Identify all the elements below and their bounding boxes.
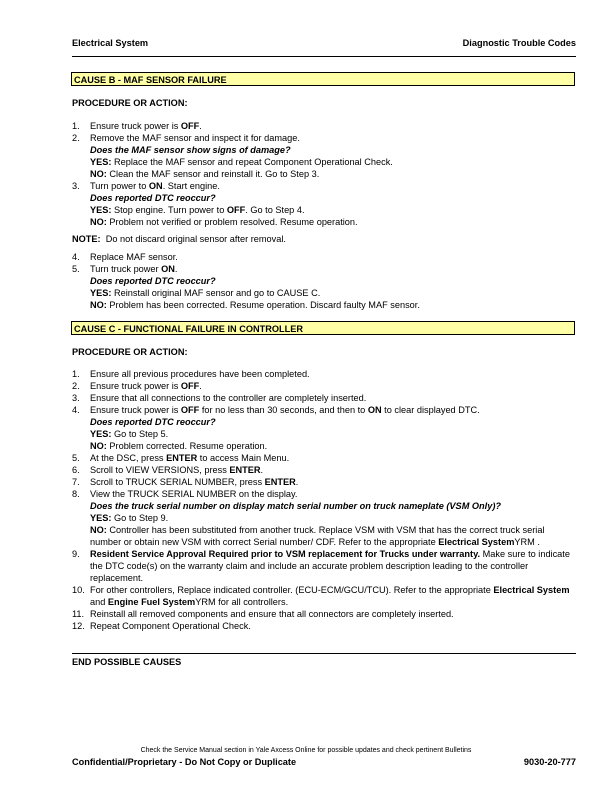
header-section-title: Electrical System <box>72 38 149 48</box>
step-number: 9. <box>72 549 80 559</box>
footer-check-note: Check the Service Manual section in Yale Axcess Online for possible updates and check pertinent Bulletins <box>140 747 472 754</box>
end-possible-causes: END POSSIBLE CAUSES <box>72 657 182 667</box>
list-item: 9. Resident Service Approval Required prior to VSM replacement for Trucks under warranty. Make sure to indicate the DTC code(s) on the warranty claim and include an accurate problem description leading to the controller replacement. <box>72 549 570 583</box>
step-question: Does reported DTC reoccur? <box>90 193 216 203</box>
footer-page-number: 9030-20-777 <box>523 757 576 767</box>
cause-b-procedure-heading: PROCEDURE OR ACTION: <box>72 98 188 108</box>
step-number: 1. <box>72 369 80 379</box>
step-number: 5. <box>72 264 80 274</box>
list-item: 11. Reinstall all removed components and ensure that all connectors are completely inserted. <box>72 609 454 619</box>
cause-b-title: CAUSE B - MAF SENSOR FAILURE <box>71 72 575 86</box>
cause-b-steps-1 <box>72 120 582 228</box>
cause-b-steps-2 <box>72 251 582 311</box>
step-number: 7. <box>72 477 80 487</box>
end-divider <box>72 653 576 654</box>
cause-b-note: NOTE: Do not discard original sensor after removal. <box>72 234 286 244</box>
list-item: 3. Ensure that all connections to the controller are completely inserted. <box>72 393 367 403</box>
step-number: 2. <box>72 133 80 143</box>
header-document-title: Diagnostic Trouble Codes <box>462 38 576 48</box>
list-item: 5. Turn truck power ON. Does reported DTC reoccur? YES: Reinstall original MAF sensor and go to CAUSE C. NO: Problem has been corrected. Resume operation. Discard faulty MAF sensor. <box>72 263 582 311</box>
step-number: 4. <box>72 252 80 262</box>
cause-c-steps <box>72 368 582 632</box>
list-item: 8. View the TRUCK SERIAL NUMBER on the display. Does the truck serial number on display match serial number on truck nameplate (VSM Only)? YES: Go to Step 9. NO: Controller has been substituted from another truck. Replace VSM with VSM that has the correct truck serial number or obtain new VSM with correct Serial number/ CDF. Refer to the appropriate Electrical SystemYRM . <box>72 488 582 548</box>
step-question: Does the MAF sensor show signs of damage? <box>90 145 291 155</box>
header-divider <box>72 56 576 57</box>
list-item: 12. Repeat Component Operational Check. <box>72 621 251 631</box>
list-item: 6. Scroll to VIEW VERSIONS, press ENTER. <box>72 465 264 475</box>
cause-c-procedure-heading: PROCEDURE OR ACTION: <box>72 347 188 357</box>
list-item: 1. Ensure truck power is OFF. <box>72 121 202 131</box>
step-number: 11. <box>72 609 85 619</box>
step-number: 10. <box>72 585 85 595</box>
step-number: 12. <box>72 621 85 631</box>
step-number: 4. <box>72 405 80 415</box>
step-number: 2. <box>72 381 80 391</box>
step-question: Does the truck serial number on display match serial number on truck nameplate (VSM Only)? <box>90 501 501 511</box>
footer-confidential: Confidential/Proprietary - Do Not Copy or Duplicate <box>72 757 297 767</box>
step-number: 5. <box>72 453 80 463</box>
step-question: Does reported DTC reoccur? <box>90 276 216 286</box>
list-item: 10. For other controllers, Replace indicated controller. (ECU-ECM/GCU/TCU). Refer to the appropriate Electrical System and Engine Fuel SystemYRM for all controllers. <box>72 585 570 607</box>
cause-c-title: CAUSE C - FUNCTIONAL FAILURE IN CONTROLLER <box>71 321 575 335</box>
step-number: 8. <box>72 489 80 499</box>
list-item: 4. Ensure truck power is OFF for no less than 30 seconds, and then to ON to clear displayed DTC. Does reported DTC reoccur? YES: Go to Step 5. NO: Problem corrected. Resume operation. <box>72 404 582 452</box>
step-number: 3. <box>72 181 80 191</box>
list-item: 3. Turn power to ON. Start engine. Does reported DTC reoccur? YES: Stop engine. Turn power to OFF. Go to Step 4. NO: Problem not verified or problem resolved. Resume operation. <box>72 180 582 228</box>
step-number: 1. <box>72 121 80 131</box>
step-number: 6. <box>72 465 80 475</box>
step-question: Does reported DTC reoccur? <box>90 417 216 427</box>
list-item: 1. Ensure all previous procedures have been completed. <box>72 369 310 379</box>
list-item: 4. Replace MAF sensor. <box>72 252 178 262</box>
list-item: 2. Remove the MAF sensor and inspect it for damage. Does the MAF sensor show signs of damage? YES: Replace the MAF sensor and repeat Component Operational Check. NO: Clean the MAF sensor and reinstall it. Go to Step 3. <box>72 132 582 180</box>
list-item: 2. Ensure truck power is OFF. <box>72 381 202 391</box>
step-number: 3. <box>72 393 80 403</box>
list-item: 7. Scroll to TRUCK SERIAL NUMBER, press ENTER. <box>72 477 299 487</box>
list-item: 5. At the DSC, press ENTER to access Main Menu. <box>72 453 290 463</box>
